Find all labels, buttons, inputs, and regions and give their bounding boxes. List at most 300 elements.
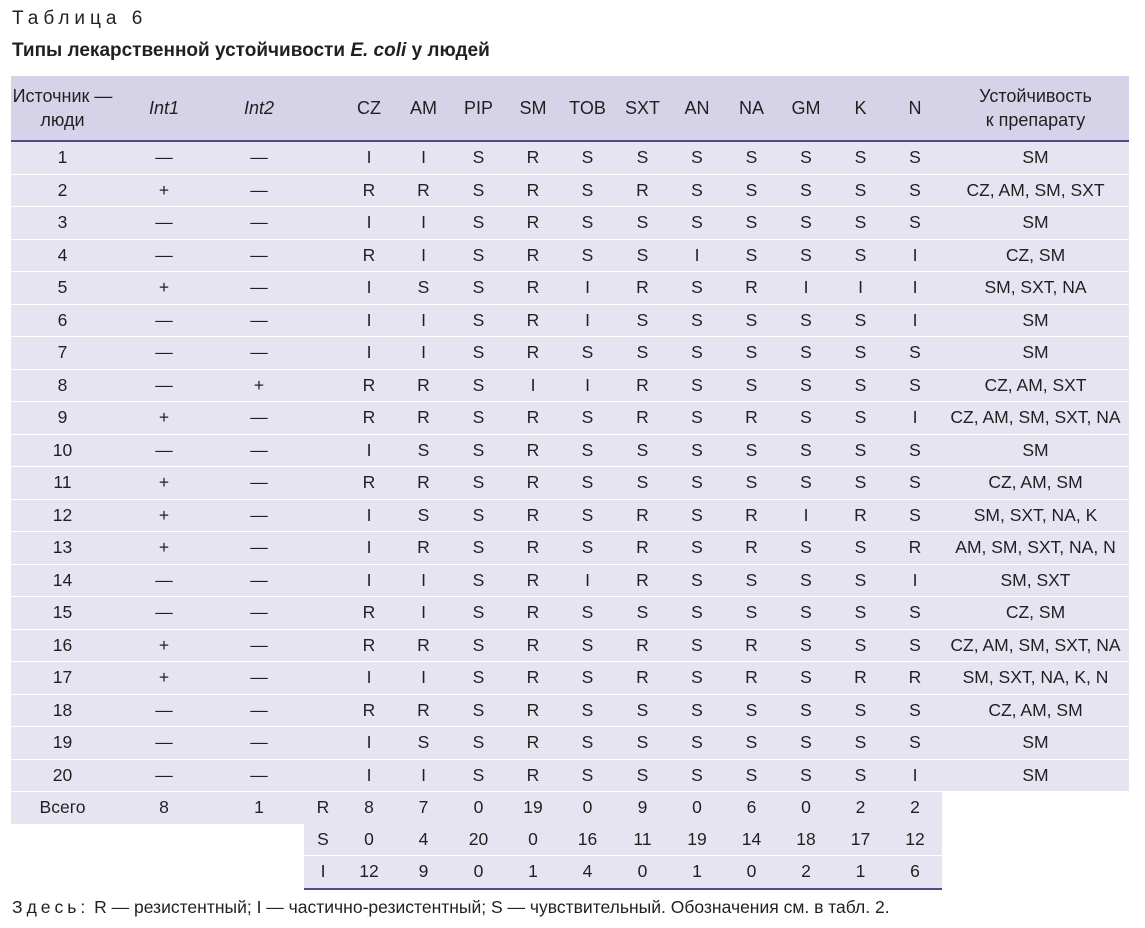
row-drug-value: R	[506, 629, 560, 662]
row-int2: —	[214, 337, 304, 370]
totals-value: 19	[670, 824, 724, 856]
row-drug-value: S	[396, 272, 451, 305]
row-drug-value: S	[779, 304, 833, 337]
row-drug-value: S	[833, 532, 888, 565]
totals-value: 12	[342, 856, 396, 889]
header-drug: NA	[724, 76, 779, 141]
row-drug-value: S	[833, 434, 888, 467]
row-int2: —	[214, 564, 304, 597]
row-drug-value: S	[451, 369, 506, 402]
title-part-1: Типы лекарственной устойчивости	[12, 40, 351, 61]
row-source: 20	[11, 759, 114, 792]
row-drug-value: R	[506, 337, 560, 370]
row-drug-value: R	[615, 662, 670, 695]
row-drug-value: S	[888, 369, 942, 402]
table-row	[11, 499, 1129, 532]
row-drug-value: S	[779, 141, 833, 174]
row-resistance: CZ, SM	[942, 597, 1129, 630]
totals-value: 2	[888, 792, 942, 824]
row-drug-value: R	[833, 662, 888, 695]
row-drug-value: R	[506, 694, 560, 727]
row-source: 1	[11, 141, 114, 174]
row-drug-value: R	[724, 499, 779, 532]
row-drug-value: S	[451, 239, 506, 272]
row-drug-value: S	[779, 759, 833, 792]
row-drug-value: S	[615, 304, 670, 337]
row-source: 10	[11, 434, 114, 467]
row-drug-value: S	[451, 467, 506, 500]
row-int1: +	[114, 174, 214, 207]
resistance-table	[11, 76, 1129, 890]
row-drug-value: S	[724, 174, 779, 207]
table-row	[11, 759, 1129, 792]
row-drug-value: S	[670, 759, 724, 792]
row-drug-value: S	[615, 141, 670, 174]
row-spacer	[304, 174, 342, 207]
row-resistance: SM	[942, 304, 1129, 337]
totals-value: 0	[451, 792, 506, 824]
title-species: E. coli	[350, 40, 407, 61]
row-drug-value: I	[560, 564, 615, 597]
row-drug-value: S	[560, 694, 615, 727]
totals-value: 20	[451, 824, 506, 856]
row-int2: —	[214, 207, 304, 240]
row-drug-value: S	[451, 759, 506, 792]
row-spacer	[304, 564, 342, 597]
row-int2: —	[214, 304, 304, 337]
row-drug-value: S	[779, 239, 833, 272]
row-int2: —	[214, 662, 304, 695]
row-source: 9	[11, 402, 114, 435]
row-drug-value: I	[396, 662, 451, 695]
row-int2: —	[214, 174, 304, 207]
row-drug-value: S	[670, 337, 724, 370]
row-drug-value: S	[451, 727, 506, 760]
row-drug-value: R	[833, 499, 888, 532]
table-row	[11, 239, 1129, 272]
totals-row	[11, 824, 1129, 856]
row-spacer	[304, 694, 342, 727]
row-int1: +	[114, 629, 214, 662]
row-resistance: CZ, AM, SXT	[942, 369, 1129, 402]
row-spacer	[304, 434, 342, 467]
totals-value: 4	[396, 824, 451, 856]
row-drug-value: R	[506, 402, 560, 435]
row-drug-value: I	[833, 272, 888, 305]
table-row	[11, 174, 1129, 207]
row-drug-value: I	[888, 239, 942, 272]
row-spacer	[304, 532, 342, 565]
row-resistance: SM	[942, 141, 1129, 174]
totals-row	[11, 856, 1129, 889]
row-drug-value: R	[724, 402, 779, 435]
row-drug-value: S	[560, 337, 615, 370]
row-drug-value: S	[779, 337, 833, 370]
row-drug-value: S	[833, 141, 888, 174]
row-drug-value: R	[506, 499, 560, 532]
totals-value: 0	[342, 824, 396, 856]
totals-value: 17	[833, 824, 888, 856]
row-drug-value: S	[833, 694, 888, 727]
row-drug-value: I	[342, 304, 396, 337]
row-spacer	[304, 597, 342, 630]
row-int2: —	[214, 694, 304, 727]
row-drug-value: S	[451, 694, 506, 727]
row-drug-value: S	[888, 727, 942, 760]
row-spacer	[304, 629, 342, 662]
row-drug-value: I	[342, 499, 396, 532]
totals-code: R	[304, 792, 342, 824]
totals-value: 12	[888, 824, 942, 856]
header-drug: N	[888, 76, 942, 141]
row-drug-value: I	[342, 564, 396, 597]
header-drug: TOB	[560, 76, 615, 141]
row-drug-value: S	[724, 304, 779, 337]
table-row	[11, 564, 1129, 597]
row-drug-value: S	[779, 402, 833, 435]
row-drug-value: S	[670, 141, 724, 174]
row-drug-value: I	[888, 402, 942, 435]
row-drug-value: I	[396, 597, 451, 630]
row-int2: —	[214, 499, 304, 532]
row-source: 4	[11, 239, 114, 272]
row-source: 5	[11, 272, 114, 305]
row-drug-value: S	[833, 239, 888, 272]
row-drug-value: S	[724, 759, 779, 792]
totals-value: 6	[888, 856, 942, 889]
row-drug-value: S	[724, 564, 779, 597]
header-row	[11, 76, 1129, 141]
row-drug-value: S	[670, 369, 724, 402]
title-part-2: у людей	[406, 40, 490, 61]
row-drug-value: I	[342, 727, 396, 760]
table-row	[11, 694, 1129, 727]
row-drug-value: S	[560, 499, 615, 532]
totals-value: 0	[724, 856, 779, 889]
totals-value: 14	[724, 824, 779, 856]
row-drug-value: S	[779, 434, 833, 467]
row-drug-value: S	[560, 629, 615, 662]
row-drug-value: S	[670, 434, 724, 467]
row-source: 3	[11, 207, 114, 240]
row-drug-value: S	[724, 467, 779, 500]
row-drug-value: S	[670, 597, 724, 630]
row-drug-value: S	[724, 434, 779, 467]
row-drug-value: I	[779, 499, 833, 532]
table-row	[11, 369, 1129, 402]
row-drug-value: S	[670, 499, 724, 532]
row-drug-value: R	[396, 369, 451, 402]
table-row	[11, 402, 1129, 435]
row-resistance: SM	[942, 434, 1129, 467]
row-drug-value: I	[342, 434, 396, 467]
row-drug-value: S	[779, 662, 833, 695]
table-title	[12, 40, 490, 62]
row-drug-value: S	[779, 369, 833, 402]
row-drug-value: S	[560, 662, 615, 695]
row-drug-value: S	[670, 207, 724, 240]
row-drug-value: R	[888, 532, 942, 565]
row-drug-value: S	[779, 727, 833, 760]
row-drug-value: R	[615, 402, 670, 435]
row-drug-value: R	[506, 141, 560, 174]
row-drug-value: S	[724, 597, 779, 630]
row-drug-value: R	[506, 532, 560, 565]
totals-value: 2	[779, 856, 833, 889]
table-number: Таблица 6	[12, 8, 148, 29]
row-drug-value: R	[396, 694, 451, 727]
row-spacer	[304, 337, 342, 370]
row-drug-value: R	[615, 272, 670, 305]
row-drug-value: R	[506, 662, 560, 695]
row-resistance: SM	[942, 337, 1129, 370]
row-spacer	[304, 141, 342, 174]
row-drug-value: S	[888, 597, 942, 630]
row-drug-value: S	[888, 207, 942, 240]
row-source: 11	[11, 467, 114, 500]
header-source	[11, 76, 114, 141]
row-int2: —	[214, 597, 304, 630]
row-drug-value: S	[396, 727, 451, 760]
row-drug-value: R	[724, 629, 779, 662]
row-spacer	[304, 467, 342, 500]
totals-value: 1	[833, 856, 888, 889]
header-drug: AM	[396, 76, 451, 141]
totals-label: Всего	[11, 792, 114, 824]
row-source: 13	[11, 532, 114, 565]
row-drug-value: S	[833, 629, 888, 662]
row-drug-value: S	[396, 434, 451, 467]
totals-value: 6	[724, 792, 779, 824]
row-drug-value: R	[615, 369, 670, 402]
row-int1: —	[114, 434, 214, 467]
header-drug: PIP	[451, 76, 506, 141]
row-drug-value: S	[560, 141, 615, 174]
header-source-line: Источник —	[12, 86, 113, 106]
table-row	[11, 337, 1129, 370]
row-resistance: SM, SXT	[942, 564, 1129, 597]
row-drug-value: S	[779, 564, 833, 597]
row-drug-value: S	[888, 499, 942, 532]
header-resistance	[942, 76, 1129, 141]
row-drug-value: S	[451, 499, 506, 532]
row-drug-value: I	[396, 759, 451, 792]
row-drug-value: S	[833, 304, 888, 337]
row-drug-value: S	[670, 629, 724, 662]
row-resistance: SM, SXT, NA, K	[942, 499, 1129, 532]
row-drug-value: S	[615, 434, 670, 467]
row-source: 16	[11, 629, 114, 662]
row-resistance: CZ, AM, SM, SXT, NA	[942, 402, 1129, 435]
row-spacer	[304, 402, 342, 435]
row-drug-value: S	[451, 304, 506, 337]
row-resistance: SM, SXT, NA	[942, 272, 1129, 305]
row-drug-value: I	[342, 532, 396, 565]
totals-code: I	[304, 856, 342, 889]
row-int2: +	[214, 369, 304, 402]
row-drug-value: S	[615, 727, 670, 760]
row-drug-value: S	[560, 597, 615, 630]
row-int1: +	[114, 467, 214, 500]
row-drug-value: R	[506, 207, 560, 240]
row-drug-value: I	[560, 272, 615, 305]
row-int2: —	[214, 759, 304, 792]
footnote-lead: Здесь:	[12, 897, 90, 917]
row-drug-value: I	[396, 564, 451, 597]
row-drug-value: S	[615, 694, 670, 727]
totals-row	[11, 792, 1129, 824]
totals-value: 0	[506, 824, 560, 856]
row-source: 15	[11, 597, 114, 630]
row-drug-value: I	[342, 272, 396, 305]
row-int1: —	[114, 564, 214, 597]
row-drug-value: S	[833, 402, 888, 435]
row-resistance: SM	[942, 207, 1129, 240]
row-drug-value: S	[779, 467, 833, 500]
row-drug-value: R	[506, 304, 560, 337]
row-int1: +	[114, 402, 214, 435]
row-resistance: SM	[942, 727, 1129, 760]
row-drug-value: I	[342, 207, 396, 240]
row-drug-value: I	[560, 304, 615, 337]
row-drug-value: I	[888, 759, 942, 792]
header-source-line: люди	[40, 110, 85, 130]
totals-blank	[11, 824, 304, 856]
row-drug-value: R	[506, 174, 560, 207]
row-int2: —	[214, 434, 304, 467]
row-drug-value: S	[396, 499, 451, 532]
row-int2: —	[214, 532, 304, 565]
row-int2: —	[214, 727, 304, 760]
row-int1: —	[114, 207, 214, 240]
row-drug-value: S	[560, 434, 615, 467]
row-drug-value: S	[888, 629, 942, 662]
row-int2: —	[214, 629, 304, 662]
totals-value: 4	[560, 856, 615, 889]
totals-int2: 1	[214, 792, 304, 824]
row-drug-value: S	[560, 759, 615, 792]
totals-value: 0	[560, 792, 615, 824]
row-spacer	[304, 369, 342, 402]
table-row	[11, 597, 1129, 630]
row-drug-value: S	[833, 759, 888, 792]
row-drug-value: S	[670, 564, 724, 597]
row-drug-value: I	[342, 337, 396, 370]
totals-value: 0	[779, 792, 833, 824]
totals-blank-right	[942, 856, 1129, 889]
totals-value: 11	[615, 824, 670, 856]
row-source: 2	[11, 174, 114, 207]
row-drug-value: S	[833, 369, 888, 402]
row-drug-value: S	[615, 597, 670, 630]
row-source: 8	[11, 369, 114, 402]
row-drug-value: I	[396, 239, 451, 272]
row-int2: —	[214, 402, 304, 435]
row-drug-value: R	[615, 532, 670, 565]
row-drug-value: I	[342, 662, 396, 695]
row-drug-value: R	[615, 564, 670, 597]
row-drug-value: I	[396, 337, 451, 370]
row-int1: —	[114, 239, 214, 272]
row-drug-value: S	[560, 467, 615, 500]
row-drug-value: R	[506, 727, 560, 760]
row-drug-value: R	[615, 174, 670, 207]
row-resistance: CZ, AM, SM, SXT, NA	[942, 629, 1129, 662]
row-spacer	[304, 499, 342, 532]
row-drug-value: S	[888, 337, 942, 370]
header-resistance-line: к препарату	[985, 110, 1086, 130]
row-drug-value: S	[888, 141, 942, 174]
row-int1: +	[114, 272, 214, 305]
totals-value: 1	[670, 856, 724, 889]
table-row	[11, 434, 1129, 467]
header-drug: K	[833, 76, 888, 141]
table-row	[11, 141, 1129, 174]
row-drug-value: S	[615, 467, 670, 500]
row-int1: +	[114, 499, 214, 532]
table-row	[11, 272, 1129, 305]
row-drug-value: R	[342, 694, 396, 727]
row-int1: +	[114, 532, 214, 565]
totals-value: 9	[396, 856, 451, 889]
row-drug-value: S	[670, 272, 724, 305]
row-drug-value: I	[396, 207, 451, 240]
row-resistance: CZ, AM, SM	[942, 467, 1129, 500]
row-drug-value: S	[724, 694, 779, 727]
row-drug-value: S	[833, 337, 888, 370]
row-drug-value: S	[560, 207, 615, 240]
header-int1: Int1	[114, 76, 214, 141]
row-int2: —	[214, 467, 304, 500]
row-drug-value: I	[888, 304, 942, 337]
row-drug-value: S	[833, 207, 888, 240]
header-drug: SM	[506, 76, 560, 141]
row-source: 12	[11, 499, 114, 532]
row-drug-value: S	[451, 207, 506, 240]
row-drug-value: I	[888, 272, 942, 305]
header-spacer	[304, 76, 342, 141]
row-drug-value: S	[615, 207, 670, 240]
row-drug-value: S	[888, 467, 942, 500]
row-drug-value: S	[888, 694, 942, 727]
table-row	[11, 662, 1129, 695]
row-source: 19	[11, 727, 114, 760]
row-drug-value: S	[560, 727, 615, 760]
row-drug-value: R	[342, 402, 396, 435]
row-drug-value: S	[560, 532, 615, 565]
header-drug: GM	[779, 76, 833, 141]
row-drug-value: S	[670, 532, 724, 565]
row-drug-value: R	[615, 629, 670, 662]
row-drug-value: S	[560, 402, 615, 435]
totals-value: 2	[833, 792, 888, 824]
table-row	[11, 629, 1129, 662]
totals-blank-right	[942, 824, 1129, 856]
row-drug-value: S	[451, 564, 506, 597]
row-drug-value: R	[506, 597, 560, 630]
row-drug-value: R	[506, 239, 560, 272]
row-drug-value: S	[615, 337, 670, 370]
row-int1: —	[114, 759, 214, 792]
row-drug-value: S	[724, 369, 779, 402]
row-drug-value: S	[451, 434, 506, 467]
row-drug-value: R	[342, 629, 396, 662]
totals-blank-right	[942, 792, 1129, 824]
row-drug-value: I	[342, 141, 396, 174]
row-drug-value: R	[342, 369, 396, 402]
row-drug-value: R	[396, 174, 451, 207]
row-int2: —	[214, 272, 304, 305]
